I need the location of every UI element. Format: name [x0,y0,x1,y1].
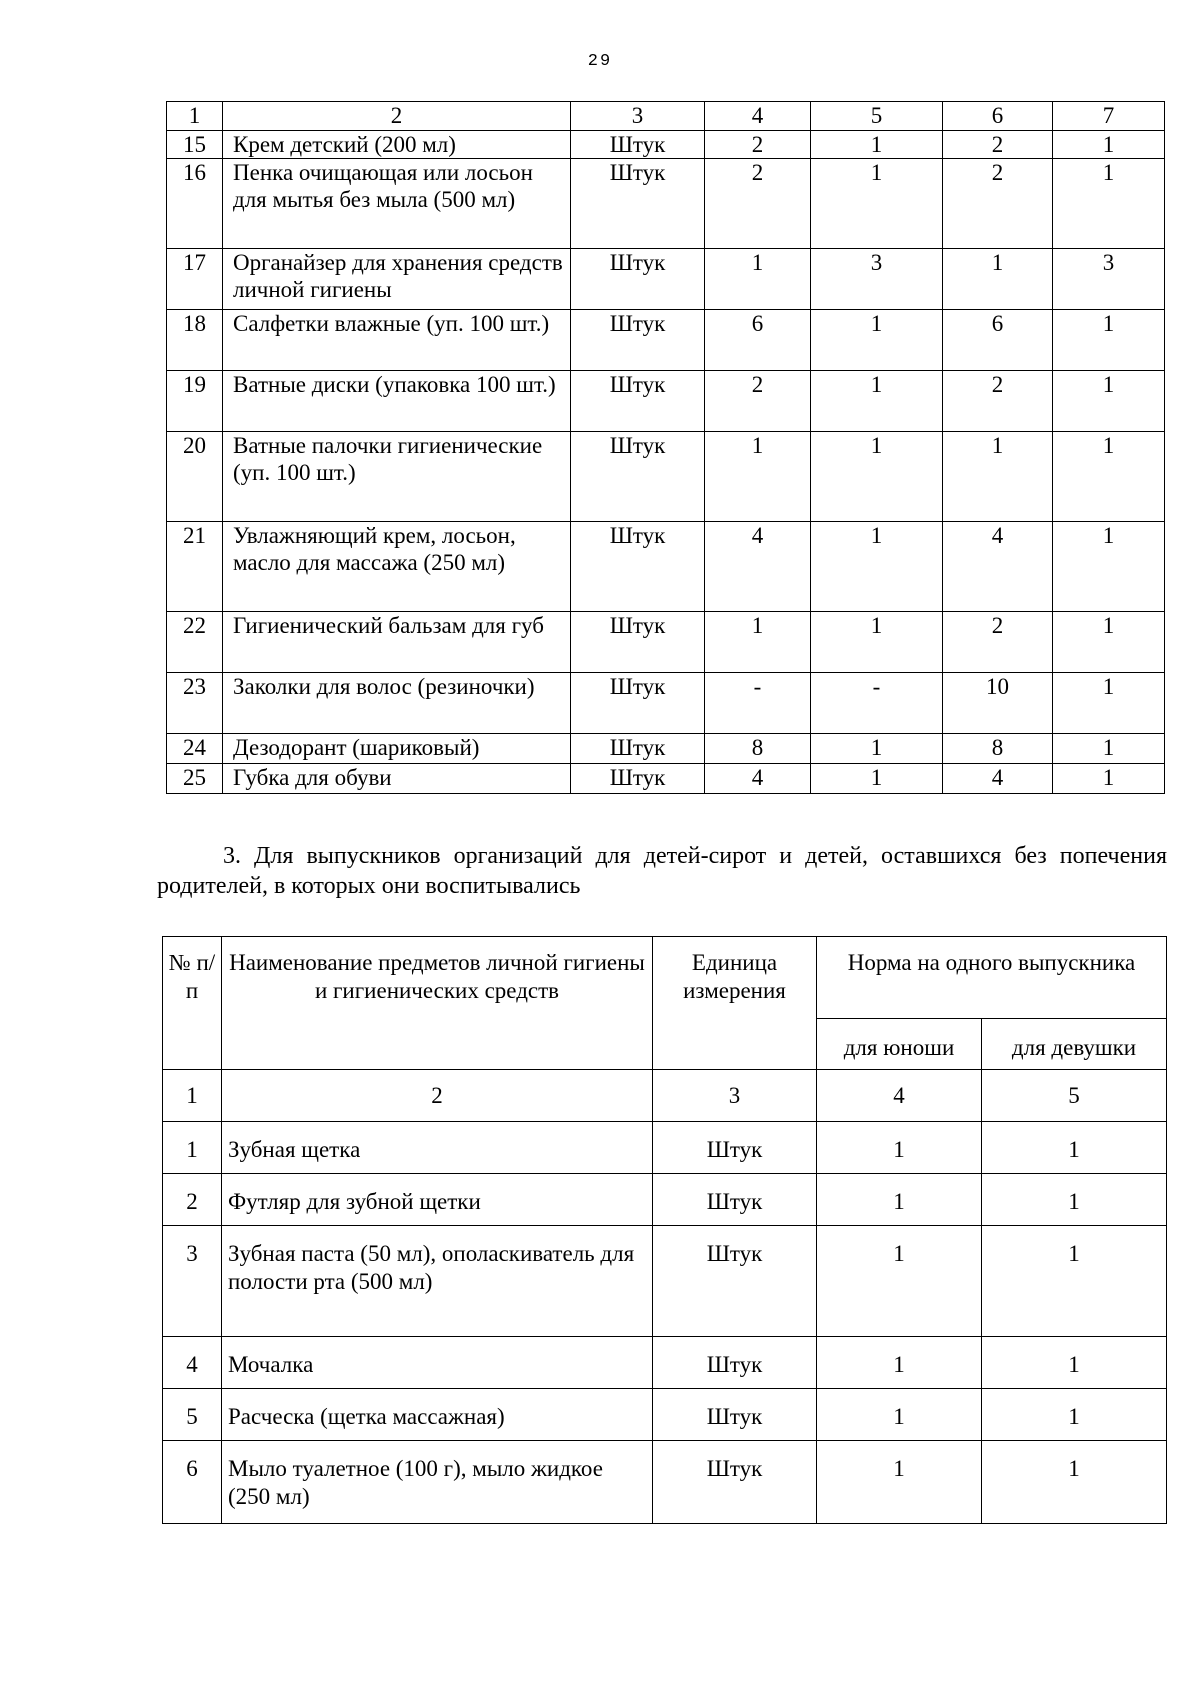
column-number: 2 [223,102,571,131]
value: 1 [943,432,1053,522]
value: 6 [705,310,811,371]
value: 1 [811,432,943,522]
item-name: Салфетки влажные (уп. 100 шт.) [223,310,571,371]
column-number: 5 [982,1070,1167,1122]
value: 3 [1053,249,1165,310]
row-number: 18 [167,310,223,371]
row-number: 2 [163,1174,222,1226]
header-row [163,937,1167,1019]
value: 4 [705,522,811,612]
unit: Штук [571,432,705,522]
table-row [163,1441,1167,1524]
table-row [167,432,1165,522]
header-girls: для девушки [982,1019,1167,1070]
unit: Штук [653,1389,817,1441]
value: 1 [1053,159,1165,249]
row-number: 24 [167,734,223,764]
table-row [167,734,1165,764]
value: 2 [705,131,811,159]
value: 3 [811,249,943,310]
unit: Штук [571,764,705,794]
value: 1 [1053,673,1165,734]
value-boys: 1 [817,1122,982,1174]
value: 2 [943,131,1053,159]
value: 4 [705,764,811,794]
header-number: № п/п [163,937,222,1070]
table-row [167,249,1165,310]
value: 8 [705,734,811,764]
unit: Штук [653,1226,817,1337]
header-boys: для юноши [817,1019,982,1070]
table-row [167,159,1165,249]
row-number: 19 [167,371,223,432]
column-number-row [163,1070,1167,1122]
value: 2 [705,159,811,249]
table-row [167,371,1165,432]
value: 1 [811,764,943,794]
table-row [167,310,1165,371]
value: 1 [1053,612,1165,673]
column-number: 7 [1053,102,1165,131]
value-boys: 1 [817,1441,982,1524]
value: 1 [705,432,811,522]
item-name: Органайзер для хранения средств личной гигиены [223,249,571,310]
table-row [163,1174,1167,1226]
item-name: Мыло туалетное (100 г), мыло жидкое (250 мл) [222,1441,653,1524]
unit: Штук [571,522,705,612]
value: 1 [1053,432,1165,522]
value: 1 [811,612,943,673]
header-item-name: Наименование предметов личной гигиены и гигиенических средств [222,937,653,1070]
table-row [163,1337,1167,1389]
item-name: Крем детский (200 мл) [223,131,571,159]
value: 1 [811,159,943,249]
value-boys: 1 [817,1389,982,1441]
row-number: 6 [163,1441,222,1524]
value-girls: 1 [982,1226,1167,1337]
value: 4 [943,522,1053,612]
row-number: 21 [167,522,223,612]
column-number: 1 [167,102,223,131]
table-row [167,764,1165,794]
column-number: 5 [811,102,943,131]
item-name: Ватные палочки гигиенические (уп. 100 шт.) [223,432,571,522]
column-number: 1 [163,1070,222,1122]
value: 1 [811,522,943,612]
unit: Штук [571,371,705,432]
column-number-row [167,102,1165,131]
row-number: 23 [167,673,223,734]
table-row [167,522,1165,612]
unit: Штук [571,612,705,673]
row-number: 3 [163,1226,222,1337]
value-boys: 1 [817,1174,982,1226]
column-number: 4 [817,1070,982,1122]
item-name: Губка для обуви [223,764,571,794]
value: 1 [811,734,943,764]
column-number: 3 [571,102,705,131]
table-row [167,612,1165,673]
value: 10 [943,673,1053,734]
value: 6 [943,310,1053,371]
column-number: 3 [653,1070,817,1122]
value-girls: 1 [982,1122,1167,1174]
unit: Штук [653,1122,817,1174]
item-name: Дезодорант (шариковый) [223,734,571,764]
value: 1 [1053,522,1165,612]
item-name: Гигиенический бальзам для губ [223,612,571,673]
value-girls: 1 [982,1174,1167,1226]
value: 2 [943,612,1053,673]
value: 1 [1053,371,1165,432]
column-number: 4 [705,102,811,131]
row-number: 16 [167,159,223,249]
unit: Штук [571,734,705,764]
value: 2 [705,371,811,432]
header-norm: Норма на одного выпускника [817,937,1167,1019]
value: - [811,673,943,734]
value: 1 [811,371,943,432]
value: 1 [943,249,1053,310]
row-number: 20 [167,432,223,522]
value: 2 [943,159,1053,249]
value: 1 [1053,734,1165,764]
table-row [163,1389,1167,1441]
value-boys: 1 [817,1337,982,1389]
header-unit: Единица измерения [653,937,817,1070]
graduates-hygiene-norms-table [162,936,1167,1524]
item-name: Зубная щетка [222,1122,653,1174]
item-name: Ватные диски (упаковка 100 шт.) [223,371,571,432]
value: 1 [811,131,943,159]
unit: Штук [653,1441,817,1524]
row-number: 22 [167,612,223,673]
table-row [167,673,1165,734]
value: 1 [811,310,943,371]
value-girls: 1 [982,1337,1167,1389]
value: 1 [705,249,811,310]
value: 1 [1053,764,1165,794]
column-number: 6 [943,102,1053,131]
item-name: Мочалка [222,1337,653,1389]
unit: Штук [571,310,705,371]
item-name: Расческа (щетка массажная) [222,1389,653,1441]
table-row [163,1226,1167,1337]
hygiene-norms-table-continued [166,101,1165,794]
section-heading: 3. Для выпускников организаций для детей-сирот и детей, оставшихся без попечения родителей, в которых они воспитывались [157,843,1167,899]
item-name: Зубная паста (50 мл), ополаскиватель для полости рта (500 мл) [222,1226,653,1337]
value: 1 [1053,310,1165,371]
item-name: Заколки для волос (резиночки) [223,673,571,734]
value: 4 [943,764,1053,794]
row-number: 1 [163,1122,222,1174]
value-girls: 1 [982,1441,1167,1524]
column-number: 2 [222,1070,653,1122]
value: 2 [943,371,1053,432]
row-number: 15 [167,131,223,159]
value: - [705,673,811,734]
value: 1 [705,612,811,673]
unit: Штук [571,159,705,249]
value: 8 [943,734,1053,764]
unit: Штук [571,673,705,734]
row-number: 5 [163,1389,222,1441]
row-number: 25 [167,764,223,794]
unit: Штук [653,1174,817,1226]
row-number: 17 [167,249,223,310]
row-number: 4 [163,1337,222,1389]
page-number: 29 [587,52,613,71]
unit: Штук [653,1337,817,1389]
value: 1 [1053,131,1165,159]
item-name: Увлажняющий крем, лосьон, масло для массажа (250 мл) [223,522,571,612]
table-row [167,131,1165,159]
value-girls: 1 [982,1389,1167,1441]
unit: Штук [571,249,705,310]
unit: Штук [571,131,705,159]
table-row [163,1122,1167,1174]
item-name: Футляр для зубной щетки [222,1174,653,1226]
item-name: Пенка очищающая или лосьон для мытья без мыла (500 мл) [223,159,571,249]
value-boys: 1 [817,1226,982,1337]
